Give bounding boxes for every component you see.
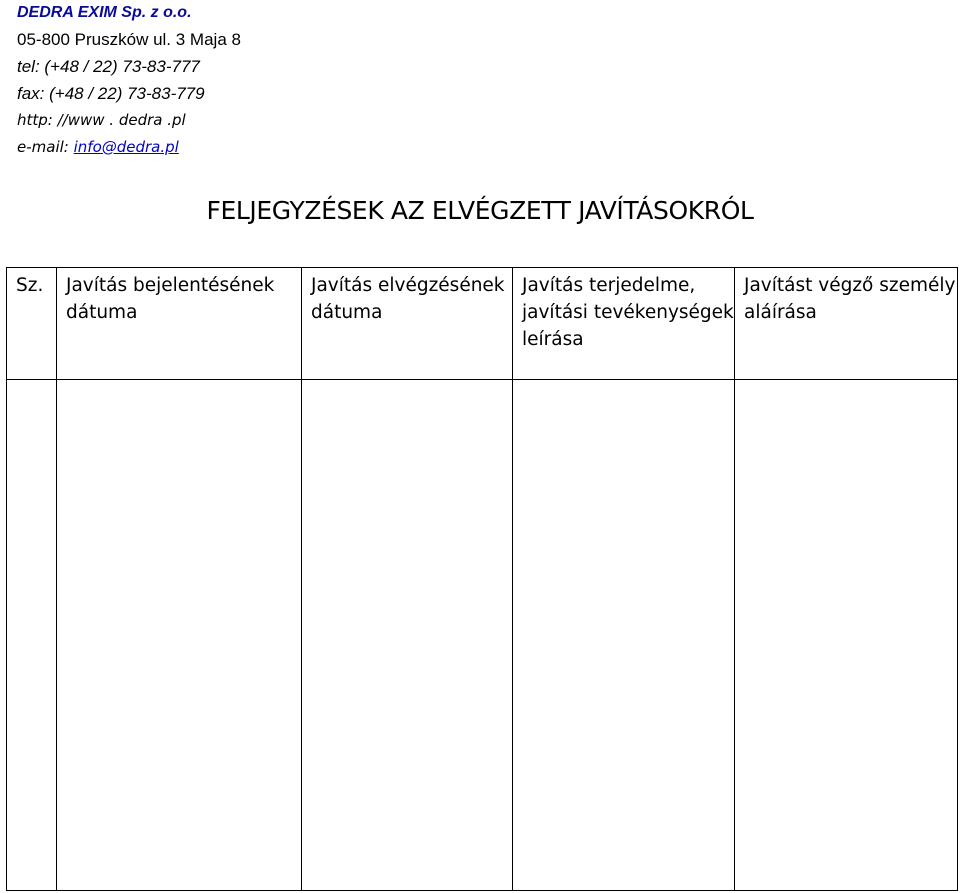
email-label: e-mail: [17,138,74,156]
table-header-row [7,268,958,380]
header-signature: Javítást végző személy aláírása [735,268,958,380]
company-address: 05-800 Pruszków ul. 3 Maja 8 [17,30,241,49]
company-phone: tel: (+48 / 22) 73-83-777 [17,57,200,76]
header-repair-description: Javítás terjedelme, javítási tevékenységek leírása [513,268,735,380]
table-row [7,380,958,891]
company-website: http: //www . dedra .pl [17,111,186,129]
cell-repair-description [513,380,735,891]
cell-number [7,380,57,891]
company-fax: fax: (+48 / 22) 73-83-779 [17,84,205,103]
company-email [17,135,517,162]
header-completion-date: Javítás elvégzésének dátuma [302,268,513,380]
cell-completion-date [302,380,513,891]
email-link[interactable]: info@dedra.pl [73,138,179,156]
cell-report-date [57,380,302,891]
header-report-date: Javítás bejelentésének dátuma [57,268,302,380]
repair-log-table [6,267,958,891]
header-number: Sz. [7,268,57,380]
page-title: FELJEGYZÉSEK AZ ELVÉGZETT JAVÍTÁSOKRÓL [206,196,754,225]
cell-signature [735,380,958,891]
company-header [17,0,517,162]
company-name: DEDRA EXIM Sp. z o.o. [17,4,192,21]
